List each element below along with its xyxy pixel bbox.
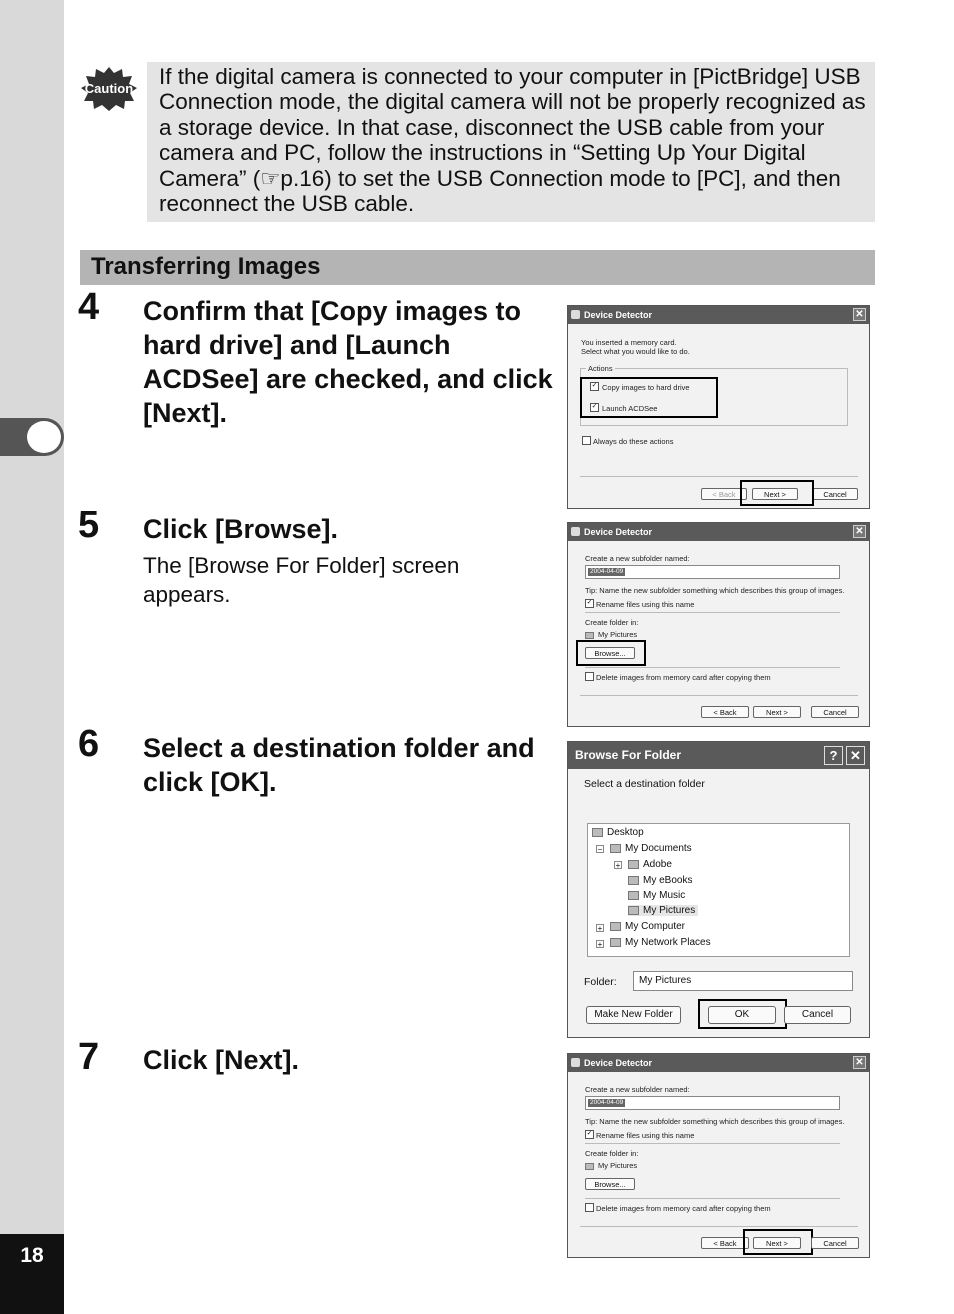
subfolder-name-value: 2004-04-09: [590, 568, 624, 575]
cancel-button[interactable]: Cancel: [784, 1006, 851, 1024]
network-icon: [610, 938, 621, 947]
rename-files-checkbox[interactable]: ✓: [586, 1130, 593, 1137]
checkbox-label: Launch ACDSee: [602, 404, 658, 413]
step-heading: Select a destination folder and click [OK].: [143, 733, 535, 797]
subfolder-name-value: 2004-04-09: [590, 1099, 624, 1106]
back-button[interactable]: < Back: [701, 1237, 749, 1249]
close-icon[interactable]: ✕: [846, 746, 865, 765]
make-new-folder-button[interactable]: Make New Folder: [586, 1006, 681, 1024]
folder-input[interactable]: My Pictures: [633, 971, 853, 991]
cancel-button[interactable]: Cancel: [812, 488, 858, 500]
tree-item-my-music[interactable]: [628, 890, 685, 901]
dialog-title-bar: [568, 523, 869, 541]
dialog-label: Create a new subfolder named:: [585, 1085, 690, 1094]
close-icon[interactable]: ✕: [853, 525, 866, 538]
tree-item-label: Desktop: [607, 827, 644, 838]
next-button[interactable]: Next >: [753, 706, 801, 718]
folder-icon: [628, 876, 639, 885]
tree-item-label: My Pictures: [643, 905, 696, 916]
separator: [580, 476, 858, 477]
documents-icon: [610, 844, 621, 853]
dialog-title: Device Detector: [584, 527, 653, 537]
dialog-tip: Tip: Name the new subfolder something which describes this group of images.: [585, 1117, 845, 1126]
step-subtext: The [Browse For Folder] screen appears.: [143, 553, 460, 607]
app-icon: [571, 527, 580, 536]
folder-location: [585, 630, 637, 639]
browse-button[interactable]: Browse...: [585, 647, 635, 659]
separator: [585, 1143, 840, 1144]
cancel-button[interactable]: Cancel: [811, 1237, 859, 1249]
tree-item-label: My Documents: [625, 843, 692, 854]
checkbox-label: Copy images to hard drive: [602, 383, 690, 392]
step-heading: Click [Next].: [143, 1045, 300, 1075]
close-icon[interactable]: ✕: [853, 308, 866, 321]
checkbox-label: Delete images from memory card after copying them: [596, 673, 771, 682]
tree-item-label: My Music: [643, 890, 686, 901]
dialog-line: Select what you would like to do.: [581, 347, 690, 356]
folder-icon: [585, 632, 594, 639]
delete-images-checkbox[interactable]: [585, 672, 594, 681]
launch-acdsee-checkbox[interactable]: ✓: [591, 403, 598, 410]
separator: [585, 1198, 840, 1199]
checkbox-label: Rename files using this name: [596, 1131, 695, 1140]
step-heading: Confirm that [Copy images to hard drive] and [Launch ACDSee] are checked, and click [Next].: [143, 296, 553, 428]
close-icon[interactable]: ✕: [853, 1056, 866, 1069]
tree-item-my-network-places[interactable]: [610, 937, 711, 948]
app-icon: [571, 310, 580, 319]
next-button[interactable]: Next >: [753, 1237, 801, 1249]
step-number: 7: [78, 1036, 100, 1078]
expand-icon[interactable]: +: [597, 924, 603, 933]
dialog-label: Create folder in:: [585, 1149, 639, 1158]
separator: [580, 695, 858, 696]
folder-icon: [628, 860, 639, 869]
tree-item-label: My eBooks: [643, 875, 693, 886]
subfolder-name-input[interactable]: [585, 565, 840, 579]
step-number: 4: [78, 286, 100, 328]
dialog-title: Browse For Folder: [575, 748, 682, 762]
copy-images-checkbox[interactable]: ✓: [591, 382, 598, 389]
dialog-title: Device Detector: [584, 310, 653, 320]
dialog-title-bar: [568, 306, 869, 324]
caution-text: If the digital camera is connected to your computer in [PictBridge] USB Connection mode, the digital camera will not be properly recognized as a storage device. In that case, disconnect the USB cable from your camera and PC, follow the instructions in “Setting Up Your Digital Camera” (☞p.16) to set the USB Connection mode to [PC], and then reconnect the USB cable.: [159, 64, 866, 217]
dialog-title-bar: [568, 742, 869, 769]
device-detector-dialog: [567, 305, 870, 509]
dialog-label: Create folder in:: [585, 618, 639, 627]
caution-label: Caution: [84, 81, 134, 96]
highlight-frame: [698, 999, 787, 1029]
checkbox-label: Rename files using this name: [596, 600, 695, 609]
next-button[interactable]: Next >: [752, 488, 798, 500]
tree-item-my-ebooks[interactable]: [628, 875, 692, 886]
browse-button[interactable]: Browse...: [585, 1178, 635, 1190]
checkbox-label: Delete images from memory card after copying them: [596, 1204, 771, 1213]
step-number: 6: [78, 723, 100, 765]
tree-item-my-computer[interactable]: [610, 921, 685, 932]
dialog-tip: Tip: Name the new subfolder something which describes this group of images.: [585, 586, 845, 595]
ok-button[interactable]: OK: [708, 1006, 776, 1024]
tree-item-label: Adobe: [643, 859, 672, 870]
expand-icon[interactable]: +: [615, 861, 621, 870]
tree-item-desktop[interactable]: [592, 827, 644, 838]
folder-icon: [585, 1163, 594, 1170]
cancel-button[interactable]: Cancel: [811, 706, 859, 718]
folder-location-text: My Pictures: [598, 630, 638, 639]
section-title: Transferring Images: [91, 253, 321, 280]
highlight-frame: [743, 1229, 813, 1255]
tree-item-label: My Computer: [625, 921, 686, 932]
tree-item-my-pictures[interactable]: [628, 905, 698, 916]
caution-icon: [80, 66, 138, 112]
step-heading: Click [Browse].: [143, 514, 339, 544]
tree-item-adobe[interactable]: [628, 859, 672, 870]
folder-tree: [587, 823, 850, 957]
tree-item-my-documents[interactable]: [610, 843, 692, 854]
app-icon: [571, 1058, 580, 1067]
dialog-title-bar: [568, 1054, 869, 1072]
dialog-line: You inserted a memory card.: [581, 338, 677, 347]
dialog-title: Device Detector: [584, 1058, 653, 1068]
actions-group-label: Actions: [588, 364, 613, 373]
back-button[interactable]: < Back: [701, 706, 749, 718]
computer-icon: [610, 922, 621, 931]
expand-icon[interactable]: +: [597, 940, 603, 949]
side-bar: [0, 0, 64, 1314]
page-number: 18: [20, 1244, 44, 1267]
delete-images-checkbox[interactable]: [585, 1203, 594, 1212]
desktop-icon: [592, 828, 603, 837]
folder-label: Folder:: [584, 976, 617, 988]
always-do-checkbox[interactable]: [582, 436, 591, 445]
browse-prompt: Select a destination folder: [584, 778, 705, 790]
step-number: 5: [78, 504, 100, 546]
device-detector-dialog: [567, 522, 870, 727]
collapse-icon[interactable]: −: [597, 845, 603, 854]
highlight-frame: [576, 640, 646, 666]
folder-location: [585, 1161, 637, 1170]
highlight-frame: [740, 480, 814, 506]
help-icon[interactable]: ?: [824, 746, 843, 765]
folder-location-text: My Pictures: [598, 1161, 638, 1170]
back-button[interactable]: < Back: [701, 488, 747, 500]
tree-item-label: My Network Places: [625, 937, 711, 948]
chapter-tab-marker: [27, 421, 61, 453]
separator: [585, 667, 840, 668]
separator: [580, 1226, 858, 1227]
dialog-label: Create a new subfolder named:: [585, 554, 690, 563]
subfolder-name-input[interactable]: [585, 1096, 840, 1110]
rename-files-checkbox[interactable]: ✓: [586, 599, 593, 606]
separator: [585, 612, 840, 613]
pictures-folder-icon: [628, 906, 639, 915]
checkbox-label: Always do these actions: [593, 437, 674, 446]
device-detector-dialog: [567, 1053, 870, 1258]
highlight-frame: [580, 377, 718, 418]
music-folder-icon: [628, 891, 639, 900]
